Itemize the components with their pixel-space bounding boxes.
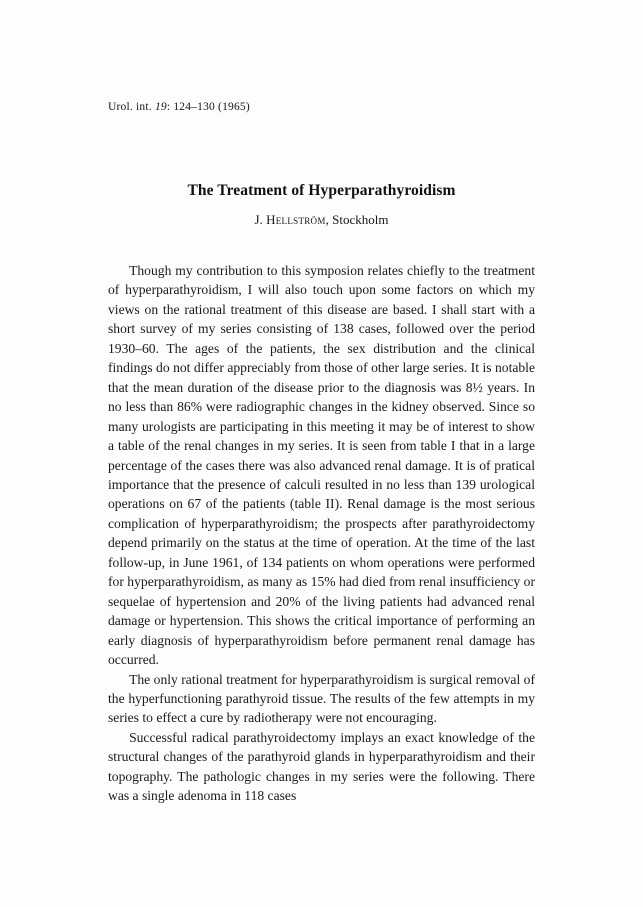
author-affiliation: , Stockholm bbox=[325, 212, 389, 227]
body-text bbox=[108, 261, 535, 806]
author-byline bbox=[0, 212, 643, 228]
author-surname: Hellström bbox=[266, 212, 326, 227]
volume-number: 19 bbox=[154, 101, 167, 113]
page-range-year: : 124–130 (1965) bbox=[166, 101, 250, 113]
paragraph: Successful radical parathyroidectomy implays an exact knowledge of the structural changes of the parathyroid glands in hyperparathyroidism and their topography. The pathologic changes in my series were the following. There was a single adenoma in 118 cases bbox=[108, 729, 535, 804]
author-initial: J. bbox=[254, 212, 267, 227]
paragraph: Though my contribution to this symposion relates chiefly to the treatment of hyperparathyroidism, I will also touch upon some factors on which my views on the rational treatment of this disease are based. I shall start with a short survey of my series consisting of 138 cases, followed over the period 1930–60. The ages of the patients, the sex distribution and the clinical findings do not differ appreciably from those of other large series. It is notable that the mean duration of the disease prior to the diagnosis was 8½ years. In no less than 86% were radiographic changes in the kidney observed. Since so many urologists are participating in this meeting it may be of interest to show a table of the renal changes in my series. It is seen from table I that in a large percentage of the cases there was also advanced renal damage. It is of pratical importance that the presence of calculi resulted in no less than 139 urological operations on 67 of the patients (table II). Renal damage is the most serious complication of hyperparathyroidism; the prospects after parathyroidectomy depend primarily on the status at the time of operation. At the time of the last follow-up, in June 1961, of 134 patients on whom operations were performed for hyperparathyroidism, as many as 15% had died from renal insufficiency or sequelae of hypertension and 20% of the living patients had advanced renal damage or hypertension. This shows the critical importance of performing an early diagnosis of hyperparathyroidism before permanent renal damage has occurred. bbox=[108, 263, 535, 668]
journal-name: Urol. int. bbox=[108, 101, 152, 113]
paragraph: The only rational treatment for hyperparathyroidism is surgical removal of the hyperfunctioning parathyroid tissue. The results of the few attempts in my series to effect a cure by radiotherapy were not encouraging. bbox=[108, 671, 535, 726]
article-title: The Treatment of Hyperparathyroidism bbox=[187, 182, 456, 200]
running-head bbox=[108, 101, 250, 113]
